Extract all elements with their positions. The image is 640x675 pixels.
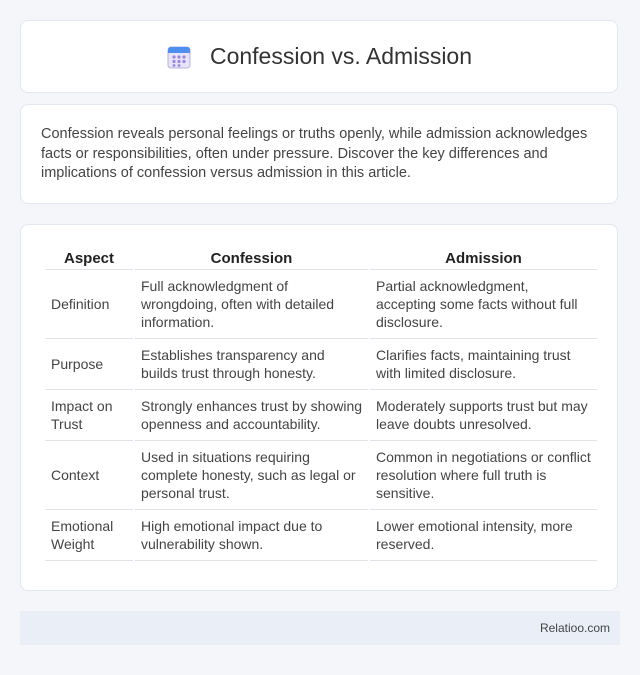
table-header-row <box>45 245 597 270</box>
admission-cell: Clarifies facts, maintaining trust with limited disclosure. <box>370 339 597 390</box>
title-wrap <box>166 43 472 70</box>
header-admission: Admission <box>370 245 597 270</box>
table-row <box>45 510 597 561</box>
header-aspect: Aspect <box>45 245 133 270</box>
table-row <box>45 339 597 390</box>
intro-text: Confession reveals personal feelings or truths openly, while admission acknowledges facts or responsibilities, often under pressure. Discover the key differences and implications of confession versus admission in this article. <box>41 126 588 181</box>
table-row <box>45 270 597 339</box>
table-row <box>45 441 597 510</box>
aspect-cell: Emotional Weight <box>45 510 133 561</box>
header-card <box>20 20 618 93</box>
confession-cell: Strongly enhances trust by showing openness and accountability. <box>135 390 368 441</box>
aspect-cell: Context <box>45 441 133 510</box>
calendar-icon <box>166 44 192 70</box>
table-row <box>45 390 597 441</box>
admission-cell: Common in negotiations or conflict resolution where full truth is sensitive. <box>370 441 597 510</box>
header-confession: Confession <box>135 245 368 270</box>
confession-cell: Used in situations requiring complete honesty, such as legal or personal trust. <box>135 441 368 510</box>
admission-cell: Lower emotional intensity, more reserved. <box>370 510 597 561</box>
intro-card <box>20 104 618 204</box>
aspect-cell: Purpose <box>45 339 133 390</box>
aspect-cell: Impact on Trust <box>45 390 133 441</box>
aspect-cell: Definition <box>45 270 133 339</box>
confession-cell: High emotional impact due to vulnerability shown. <box>135 510 368 561</box>
admission-cell: Partial acknowledgment, accepting some facts without full disclosure. <box>370 270 597 339</box>
admission-cell: Moderately supports trust but may leave doubts unresolved. <box>370 390 597 441</box>
footer-brand: Relatioo.com <box>539 621 610 635</box>
comparison-table <box>43 245 599 561</box>
confession-cell: Establishes transparency and builds trust through honesty. <box>135 339 368 390</box>
footer <box>20 611 620 645</box>
page-title: Confession vs. Admission <box>209 43 473 69</box>
table-card <box>20 224 618 591</box>
confession-cell: Full acknowledgment of wrongdoing, often with detailed information. <box>135 270 368 339</box>
